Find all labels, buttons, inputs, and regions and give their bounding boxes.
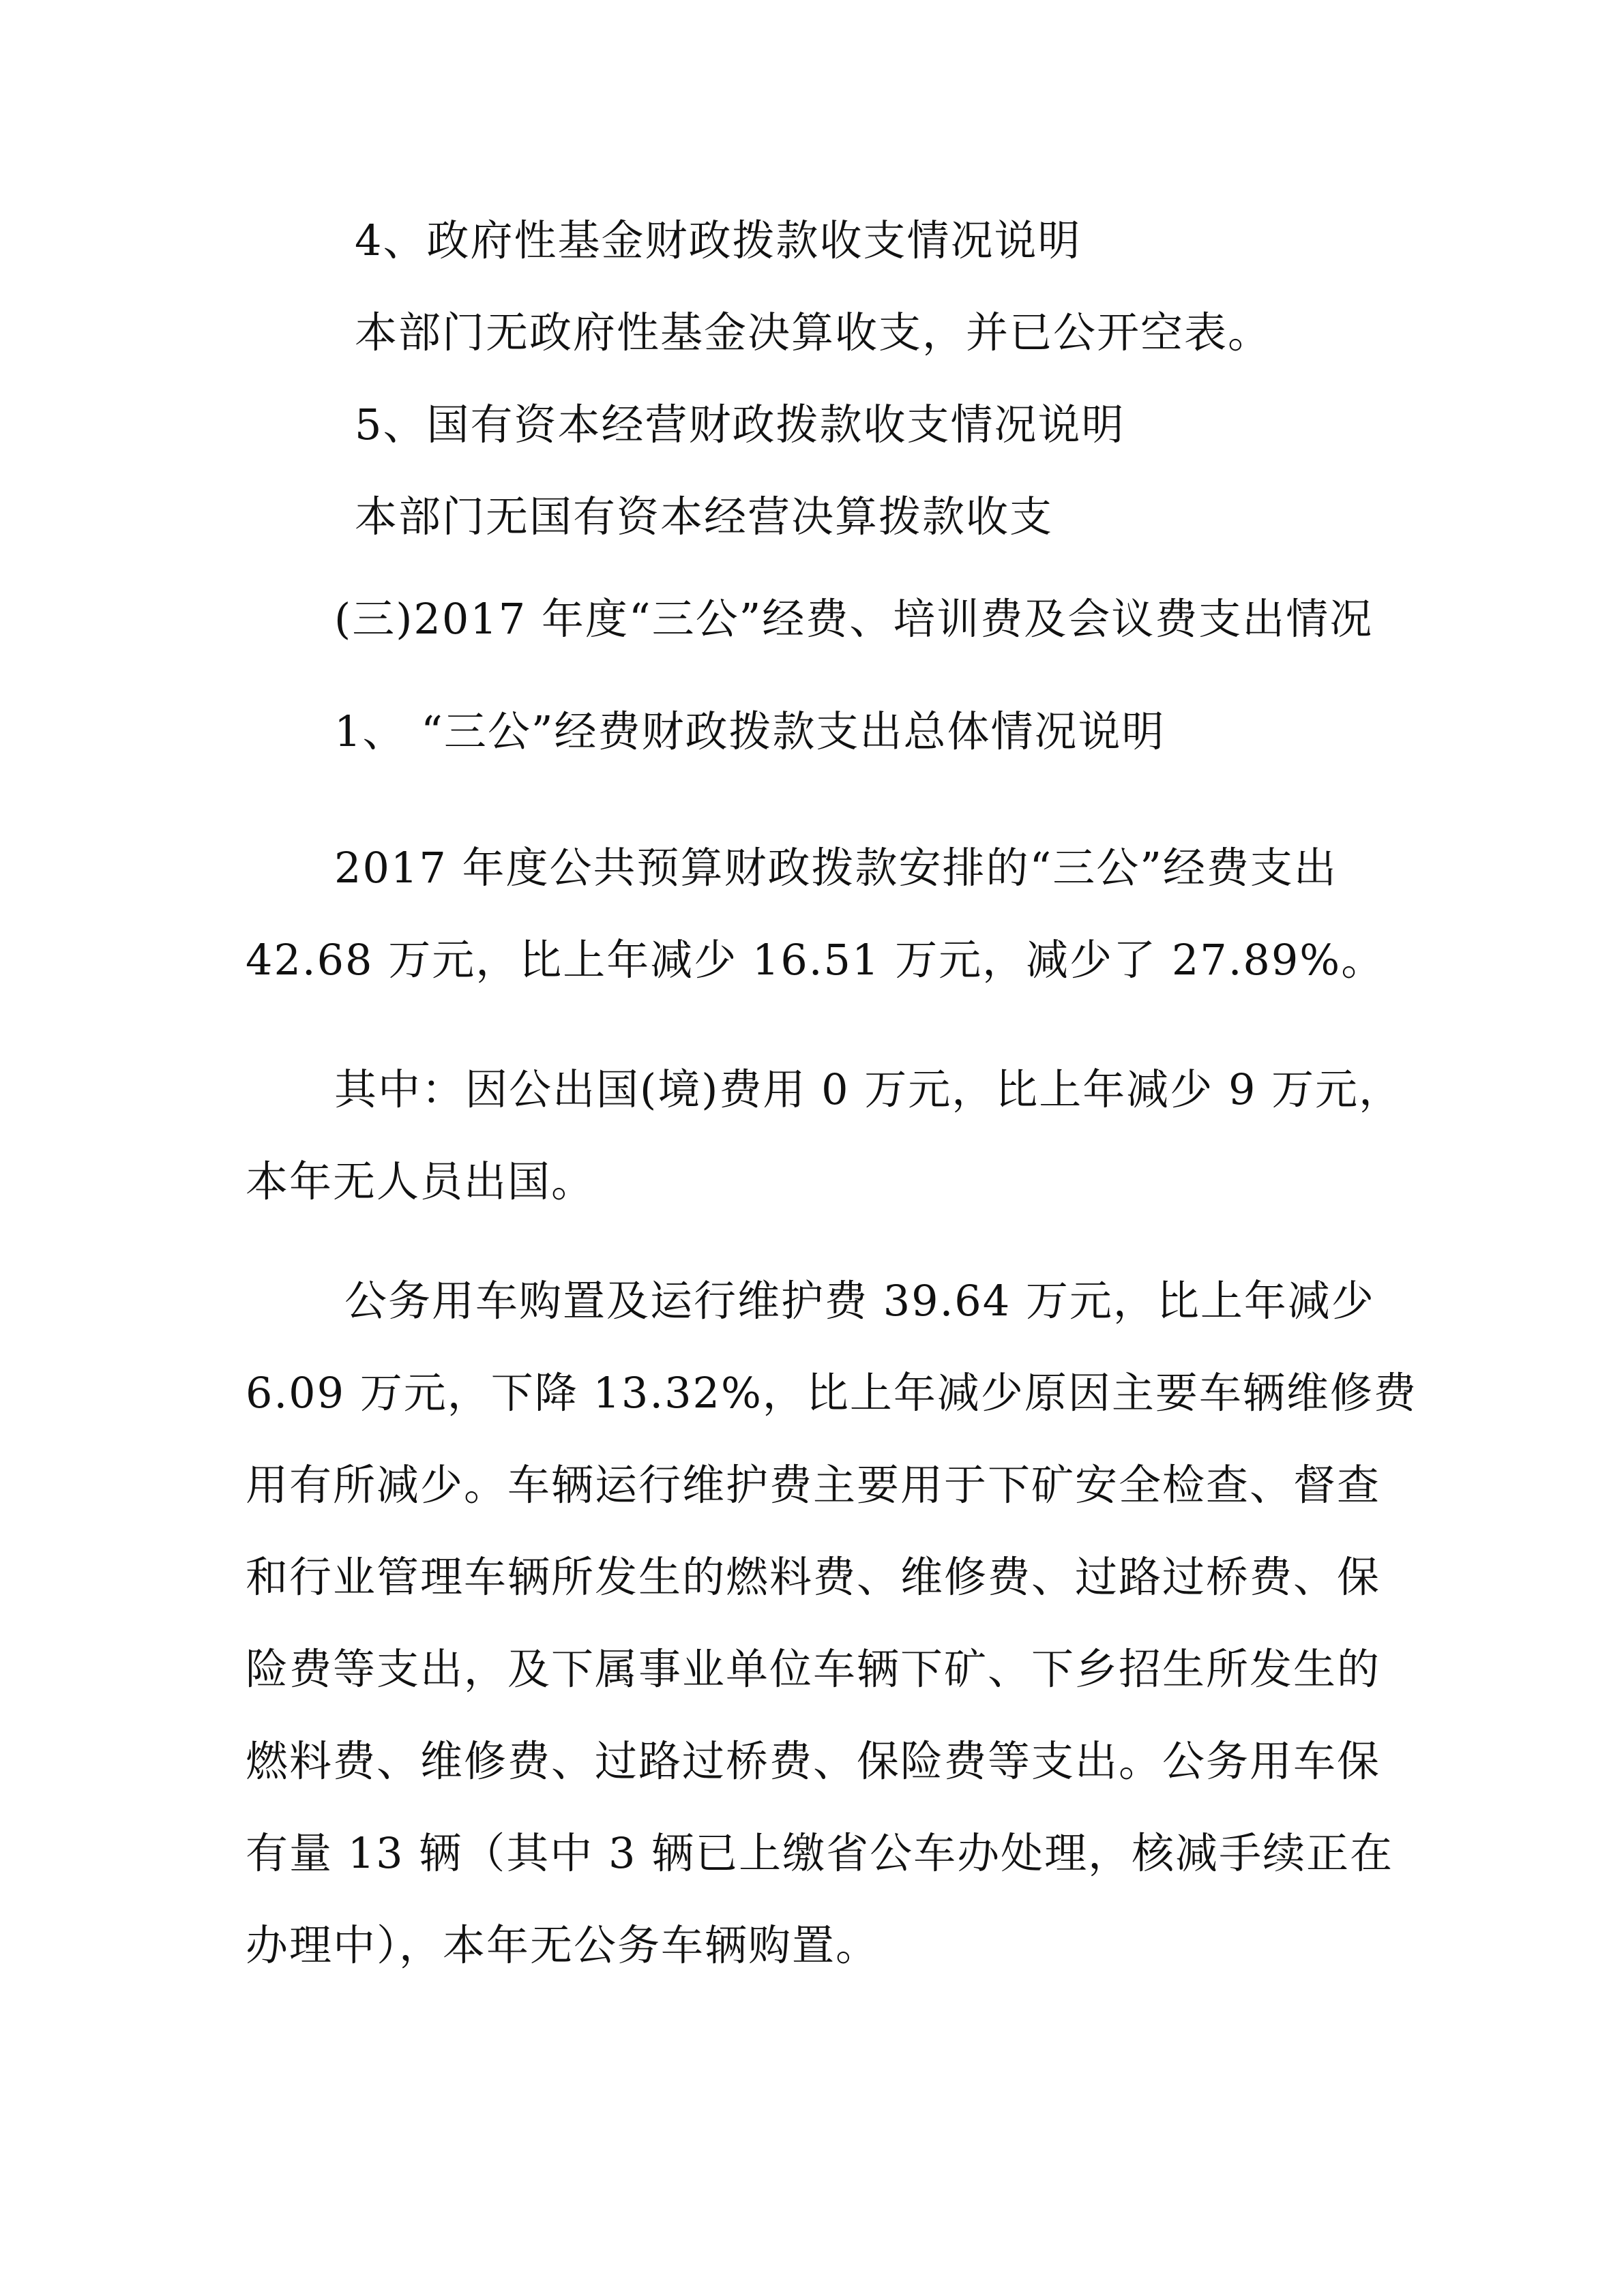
paragraph-vehicle-line-4: 和行业管理车辆所发生的燃料费、维修费、过路过桥费、保 — [246, 1552, 1381, 1602]
heading-state-capital: 5、国有资本经营财政拨款收支情况说明 — [355, 400, 1125, 449]
heading-three-public-overall: 1、 “三公”经费财政拨款支出总体情况说明 — [334, 706, 1166, 756]
heading-government-fund: 4、政府性基金财政拨款收支情况说明 — [355, 215, 1082, 265]
paragraph-overall-line-1: 2017 年度公共预算财政拨款安排的“三公”经费支出 — [334, 843, 1338, 893]
paragraph-abroad-line-2: 本年无人员出国。 — [246, 1157, 595, 1206]
paragraph-abroad-line-1: 其中：因公出国(境)费用 0 万元，比上年减少 9 万元， — [334, 1064, 1403, 1114]
paragraph-vehicle-line-8: 办理中），本年无公务车辆购置。 — [246, 1920, 880, 1970]
paragraph-vehicle-line-2: 6.09 万元，下降 13.32%，比上年减少原因主要车辆维修费 — [246, 1368, 1417, 1418]
paragraph-vehicle-line-3: 用有所减少。车辆运行维护费主要用于下矿安全检查、督查 — [246, 1460, 1381, 1510]
paragraph-vehicle-line-6: 燃料费、维修费、过路过桥费、保险费等支出。公务用车保 — [246, 1736, 1381, 1786]
paragraph-vehicle-line-1: 公务用车购置及运行维护费 39.64 万元，比上年减少 — [344, 1276, 1375, 1326]
section-heading-three-public: (三)2017 年度“三公”经费、培训费及会议费支出情况 — [334, 594, 1374, 644]
paragraph-overall-line-2: 42.68 万元，比上年减少 16.51 万元，减少了 27.89%。 — [246, 935, 1385, 985]
paragraph-vehicle-line-5: 险费等支出，及下属事业单位车辆下矿、下乡招生所发生的 — [246, 1644, 1381, 1694]
paragraph-vehicle-line-7: 有量 13 辆（其中 3 辆已上缴省公车办处理，核减手续正在 — [246, 1828, 1394, 1878]
paragraph-state-capital: 本部门无国有资本经营决算拨款收支 — [355, 492, 1054, 541]
paragraph-government-fund: 本部门无政府性基金决算收支，并已公开空表。 — [355, 308, 1272, 357]
